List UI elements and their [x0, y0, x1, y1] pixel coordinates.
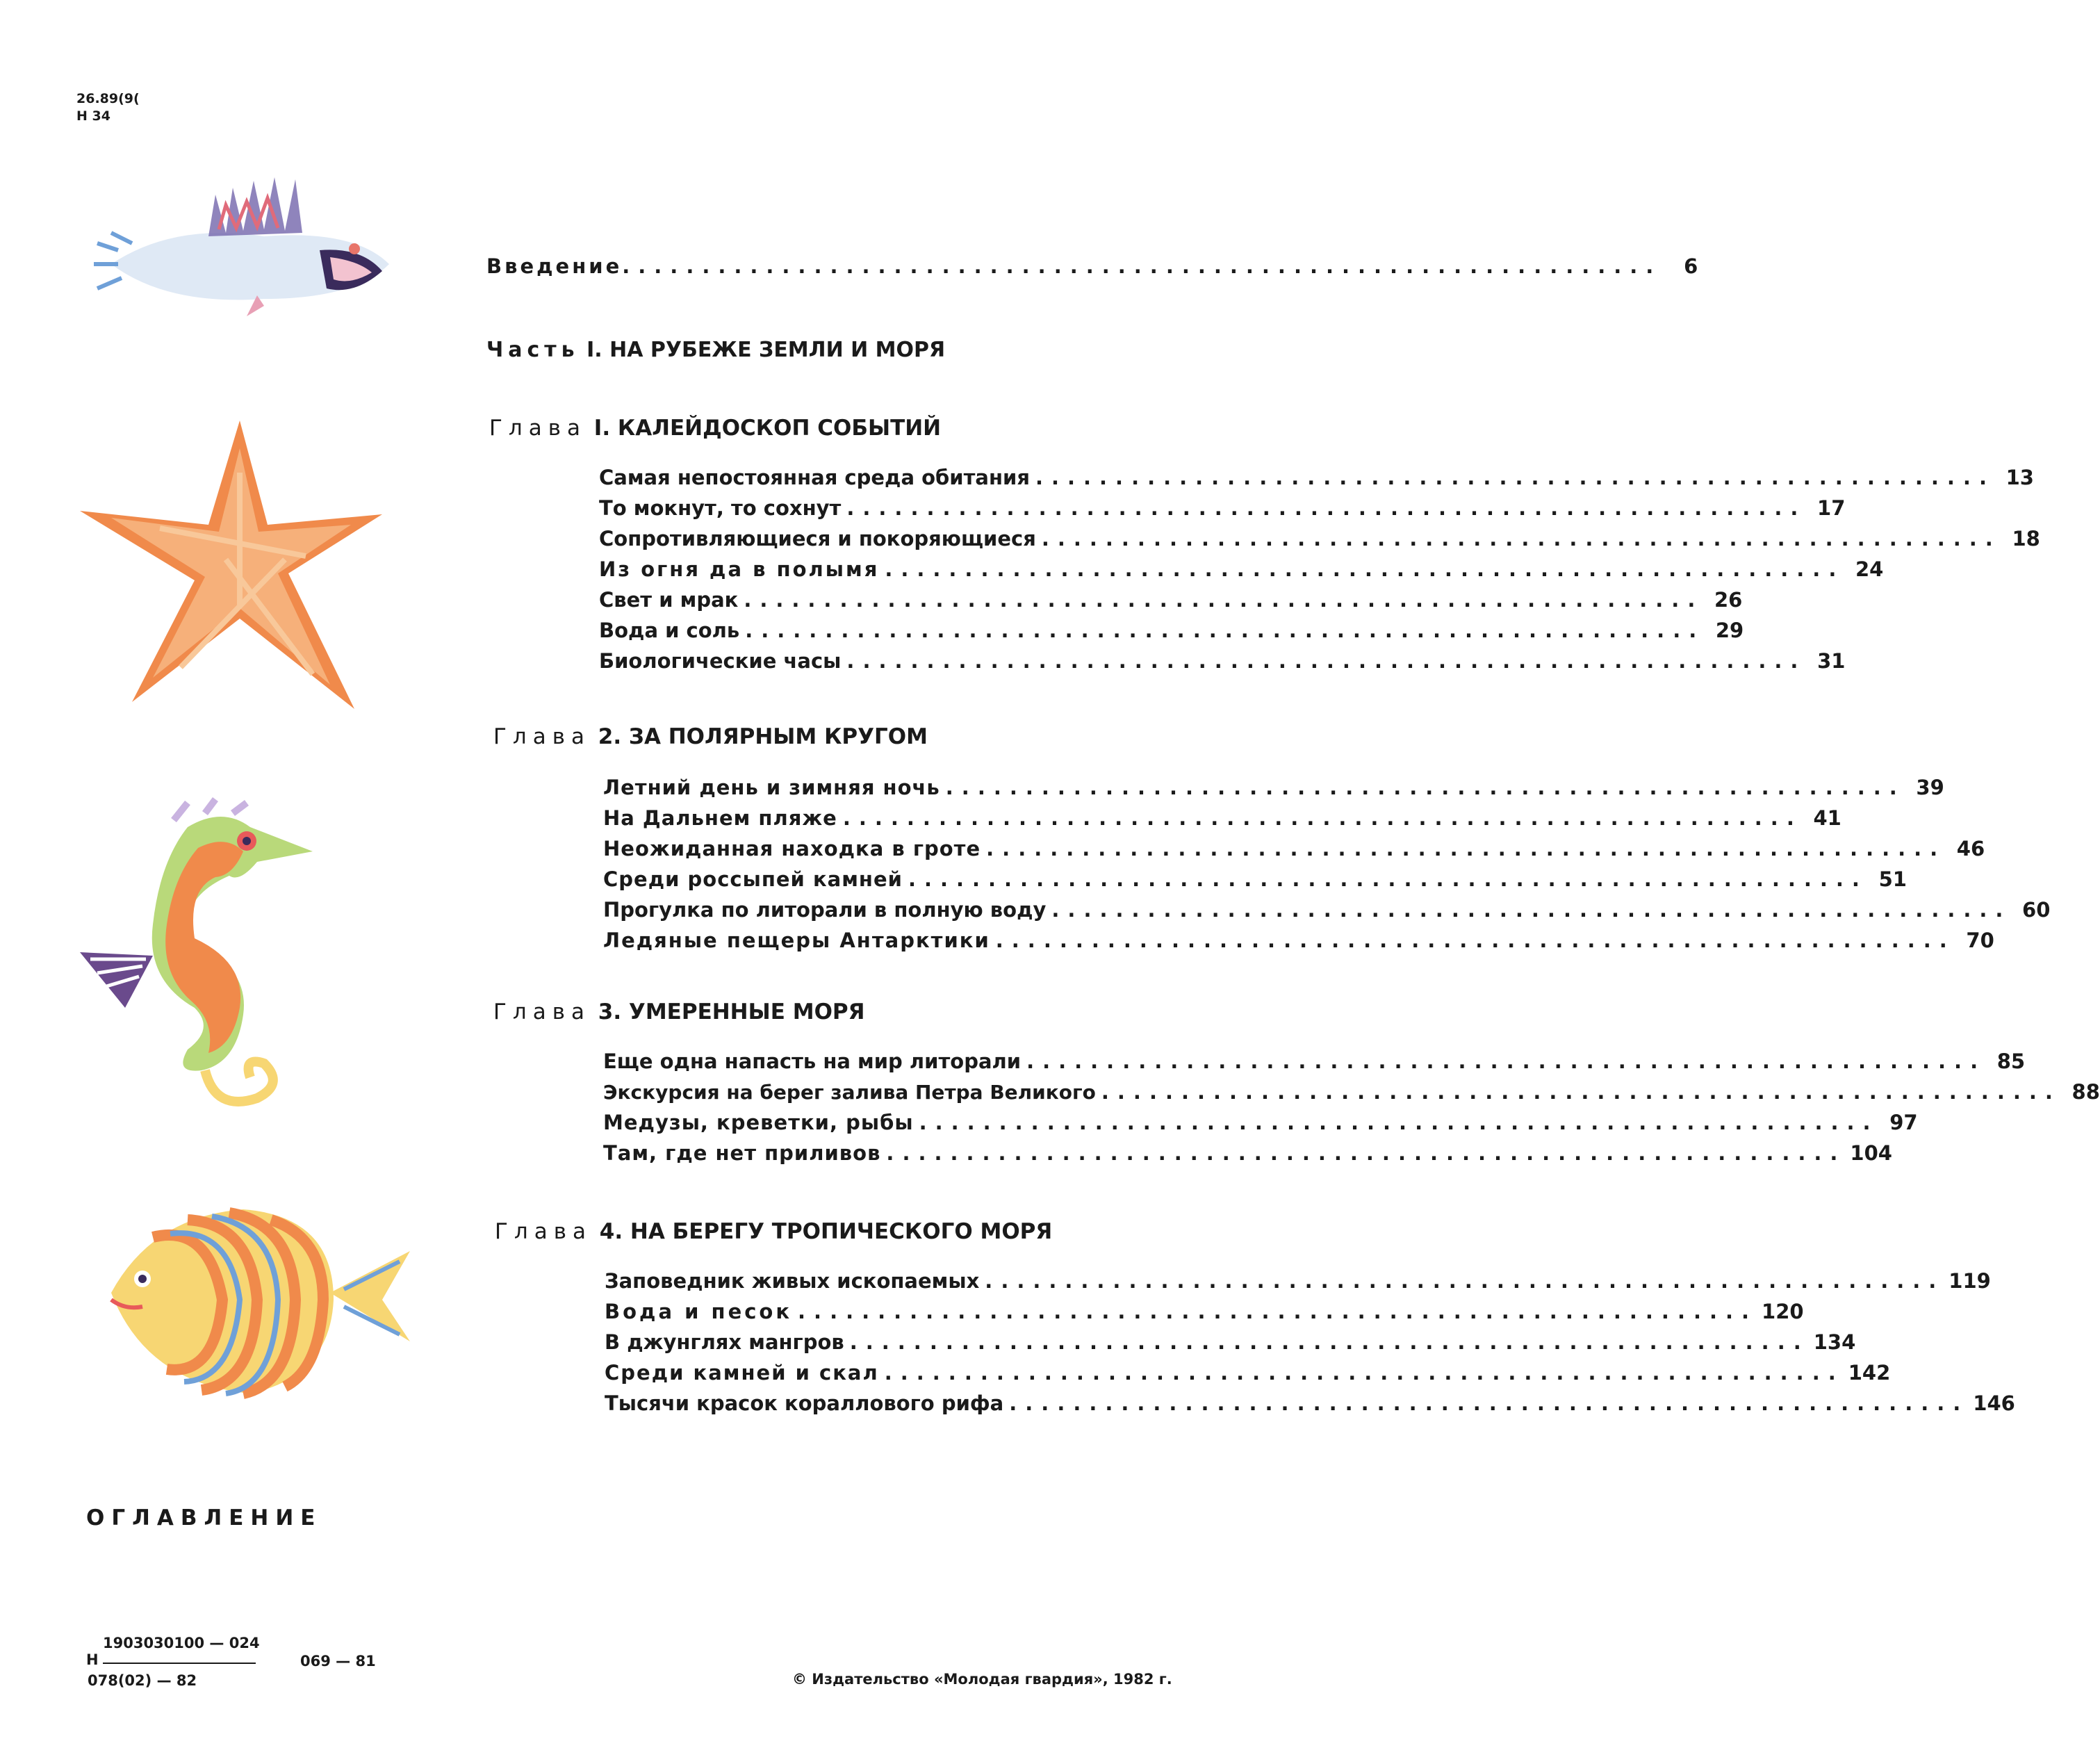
leader-dots: ............................................................: [885, 557, 1845, 581]
chapter-prefix: Глава: [493, 724, 591, 749]
toc-entry[interactable]: [603, 929, 1994, 952]
toc-entry[interactable]: [599, 619, 1744, 642]
library-classification: [76, 90, 140, 125]
toc-entry-label: Среди камней и скал: [605, 1361, 879, 1385]
toc-entry-page: 97: [1889, 1111, 1918, 1134]
leader-dots: ............................................................: [919, 1111, 1879, 1134]
chapter-4-heading: [495, 1219, 1052, 1244]
contents-title: ОГЛАВЛЕНИЕ: [86, 1505, 322, 1530]
toc-entry[interactable]: [605, 1330, 1856, 1354]
toc-entry-page: 39: [1916, 776, 1944, 799]
chapter-prefix: Глава: [489, 416, 586, 441]
leader-dots: ............................................................: [1009, 1391, 1969, 1415]
toc-entry-label: Среди россыпей камней: [603, 867, 903, 891]
toc-entry-label: Прогулка по литорали в полную воду: [603, 898, 1047, 922]
leader-dots: ............................................................: [846, 496, 1807, 520]
toc-entry-label: Там, где нет приливов: [603, 1141, 881, 1165]
chapter-1-heading: [489, 416, 941, 441]
toc-entry-page: 26: [1714, 588, 1743, 612]
toc-entry[interactable]: [603, 898, 2051, 922]
toc-entry[interactable]: [603, 806, 1841, 830]
leader-dots: ............................................................: [1101, 1080, 2061, 1104]
imprint-numerator: 1903030100 — 024: [103, 1635, 260, 1651]
chapter-prefix: Глава: [493, 999, 591, 1024]
chapter-prefix: Глава: [495, 1219, 592, 1244]
toc-entry-label: Медузы, креветки, рыбы: [603, 1111, 914, 1134]
toc-entry[interactable]: [603, 837, 1985, 860]
toc-entry[interactable]: [603, 1111, 1918, 1134]
part-prefix: Часть: [486, 338, 580, 362]
leader-dots: ................................................................: [638, 254, 1662, 278]
toc-entry[interactable]: [599, 466, 2034, 489]
leader-dots: ............................................................: [1051, 898, 2012, 922]
scorpion-fish-illustration: [90, 167, 403, 327]
toc-entry-label: Вода и соль: [599, 619, 740, 642]
toc-entry[interactable]: [605, 1300, 1804, 1323]
toc-entry-label: Тысячи красок кораллового рифа: [605, 1391, 1004, 1415]
part-title: I. НА РУБЕЖЕ ЗЕМЛИ И МОРЯ: [586, 338, 946, 362]
toc-entry[interactable]: [603, 1050, 2026, 1073]
leader-dots: ............................................................: [985, 1269, 1945, 1293]
toc-entry-label: Самая непостоянная среда обитания: [599, 466, 1030, 489]
copyright-line: © Издательство «Молодая гвардия», 1982 г.: [792, 1671, 1172, 1688]
leader-dots: ............................................................: [945, 776, 1905, 799]
leader-dots: ............................................................: [1026, 1050, 1987, 1073]
toc-entry-label: На Дальнем пляже: [603, 806, 837, 830]
toc-entry[interactable]: [605, 1269, 1991, 1293]
toc-entry[interactable]: [599, 527, 2040, 550]
toc-entry-page: 46: [1956, 837, 1985, 860]
part-1-heading: [486, 338, 945, 362]
toc-entry-page: 31: [1817, 649, 1846, 673]
leader-dots: ............................................................: [744, 588, 1704, 612]
toc-entry-page: 146: [1973, 1391, 2015, 1415]
toc-entry-page: 41: [1813, 806, 1841, 830]
toc-entry-page: 60: [2022, 898, 2051, 922]
toc-entry[interactable]: [599, 557, 1884, 581]
toc-entry[interactable]: [599, 649, 1846, 673]
toc-entry[interactable]: [599, 588, 1743, 612]
toc-entry[interactable]: [603, 867, 1907, 891]
chapter-2-heading: [493, 724, 928, 749]
toc-entry[interactable]: [605, 1391, 2015, 1415]
starfish-illustration: [76, 410, 389, 723]
leader-dots: ............................................................: [798, 1300, 1758, 1323]
author-mark: Н 34: [76, 108, 110, 124]
leader-dots: ............................................................: [884, 1361, 1844, 1385]
toc-entry[interactable]: [603, 1080, 2100, 1104]
toc-intro-page: 6: [1684, 254, 1701, 278]
chapter-title: I. КАЛЕЙДОСКОП СОБЫТИЙ: [593, 416, 942, 441]
toc-entry-label: Заповедник живых ископаемых: [605, 1269, 980, 1293]
toc-entry-page: 134: [1813, 1330, 1856, 1354]
toc-entry-label: Еще одна напасть на мир литорали: [603, 1050, 1022, 1073]
chapter-title: 4. НА БЕРЕГУ ТРОПИЧЕСКОГО МОРЯ: [599, 1219, 1053, 1244]
toc-entry-label: Экскурсия на берег залива Петра Великого: [603, 1081, 1096, 1104]
toc-intro-label: Введение.: [486, 254, 633, 278]
toc-entry-page: 29: [1715, 619, 1744, 642]
imprint-fraction-line: [103, 1663, 256, 1664]
toc-entry-page: 119: [1949, 1269, 1991, 1293]
toc-entry-page: 13: [2005, 466, 2034, 489]
toc-entry-label: В джунглях мангров: [605, 1330, 844, 1354]
toc-entry-label: Биологические часы: [599, 649, 842, 673]
toc-intro-line[interactable]: [486, 254, 1701, 278]
bbk-code: 26.89(9(: [76, 91, 140, 106]
toc-entry-page: 18: [2012, 527, 2040, 550]
seahorse-illustration: [76, 799, 341, 1133]
chapter-title: 2. ЗА ПОЛЯРНЫМ КРУГОМ: [598, 724, 928, 749]
striped-fish-illustration: [83, 1195, 417, 1404]
leader-dots: ............................................................: [745, 619, 1705, 642]
toc-entry[interactable]: [603, 1141, 1892, 1165]
imprint-letter: Н: [86, 1651, 99, 1668]
chapter-title: 3. УМЕРЕННЫЕ МОРЯ: [598, 999, 865, 1024]
leader-dots: ............................................................: [908, 867, 1868, 891]
toc-entry[interactable]: [605, 1361, 1891, 1385]
leader-dots: ............................................................: [986, 837, 1946, 860]
imprint-order: 069 — 81: [300, 1653, 376, 1669]
toc-entry-page: 85: [1996, 1050, 2026, 1073]
toc-entry-label: То мокнут, то сохнут: [599, 496, 842, 520]
toc-entry-label: Ледяные пещеры Антарктики: [603, 929, 990, 952]
leader-dots: ............................................................: [846, 649, 1807, 673]
toc-entry-label: Из огня да в полымя: [599, 557, 880, 581]
toc-entry[interactable]: [599, 496, 1846, 520]
toc-entry[interactable]: [603, 776, 1944, 799]
toc-entry-label: Свет и мрак: [599, 588, 739, 612]
toc-entry-label: Неожиданная находка в гроте: [603, 837, 981, 860]
toc-entry-label: Сопротивляющиеся и покоряющиеся: [599, 527, 1036, 550]
leader-dots: ............................................................: [1035, 466, 1995, 489]
imprint-denominator: 078(02) — 82: [88, 1672, 197, 1689]
toc-entry-page: 120: [1762, 1300, 1804, 1323]
toc-entry-page: 51: [1878, 867, 1907, 891]
toc-entry-page: 142: [1848, 1361, 1891, 1385]
leader-dots: ............................................................: [1041, 527, 2001, 550]
chapter-3-heading: [493, 999, 865, 1024]
toc-entry-page: 104: [1850, 1141, 1892, 1165]
toc-entry-label: Летний день и зимняя ночь: [603, 776, 940, 799]
leader-dots: ............................................................: [842, 806, 1803, 830]
leader-dots: ............................................................: [849, 1330, 1810, 1354]
toc-entry-label: Вода и песок: [605, 1300, 793, 1323]
toc-entry-page: 88: [2072, 1080, 2100, 1104]
toc-entry-page: 70: [1966, 929, 1994, 952]
toc-entry-page: 17: [1817, 496, 1846, 520]
leader-dots: ............................................................: [886, 1141, 1846, 1165]
toc-entry-page: 24: [1855, 557, 1884, 581]
leader-dots: ............................................................: [995, 929, 1955, 952]
